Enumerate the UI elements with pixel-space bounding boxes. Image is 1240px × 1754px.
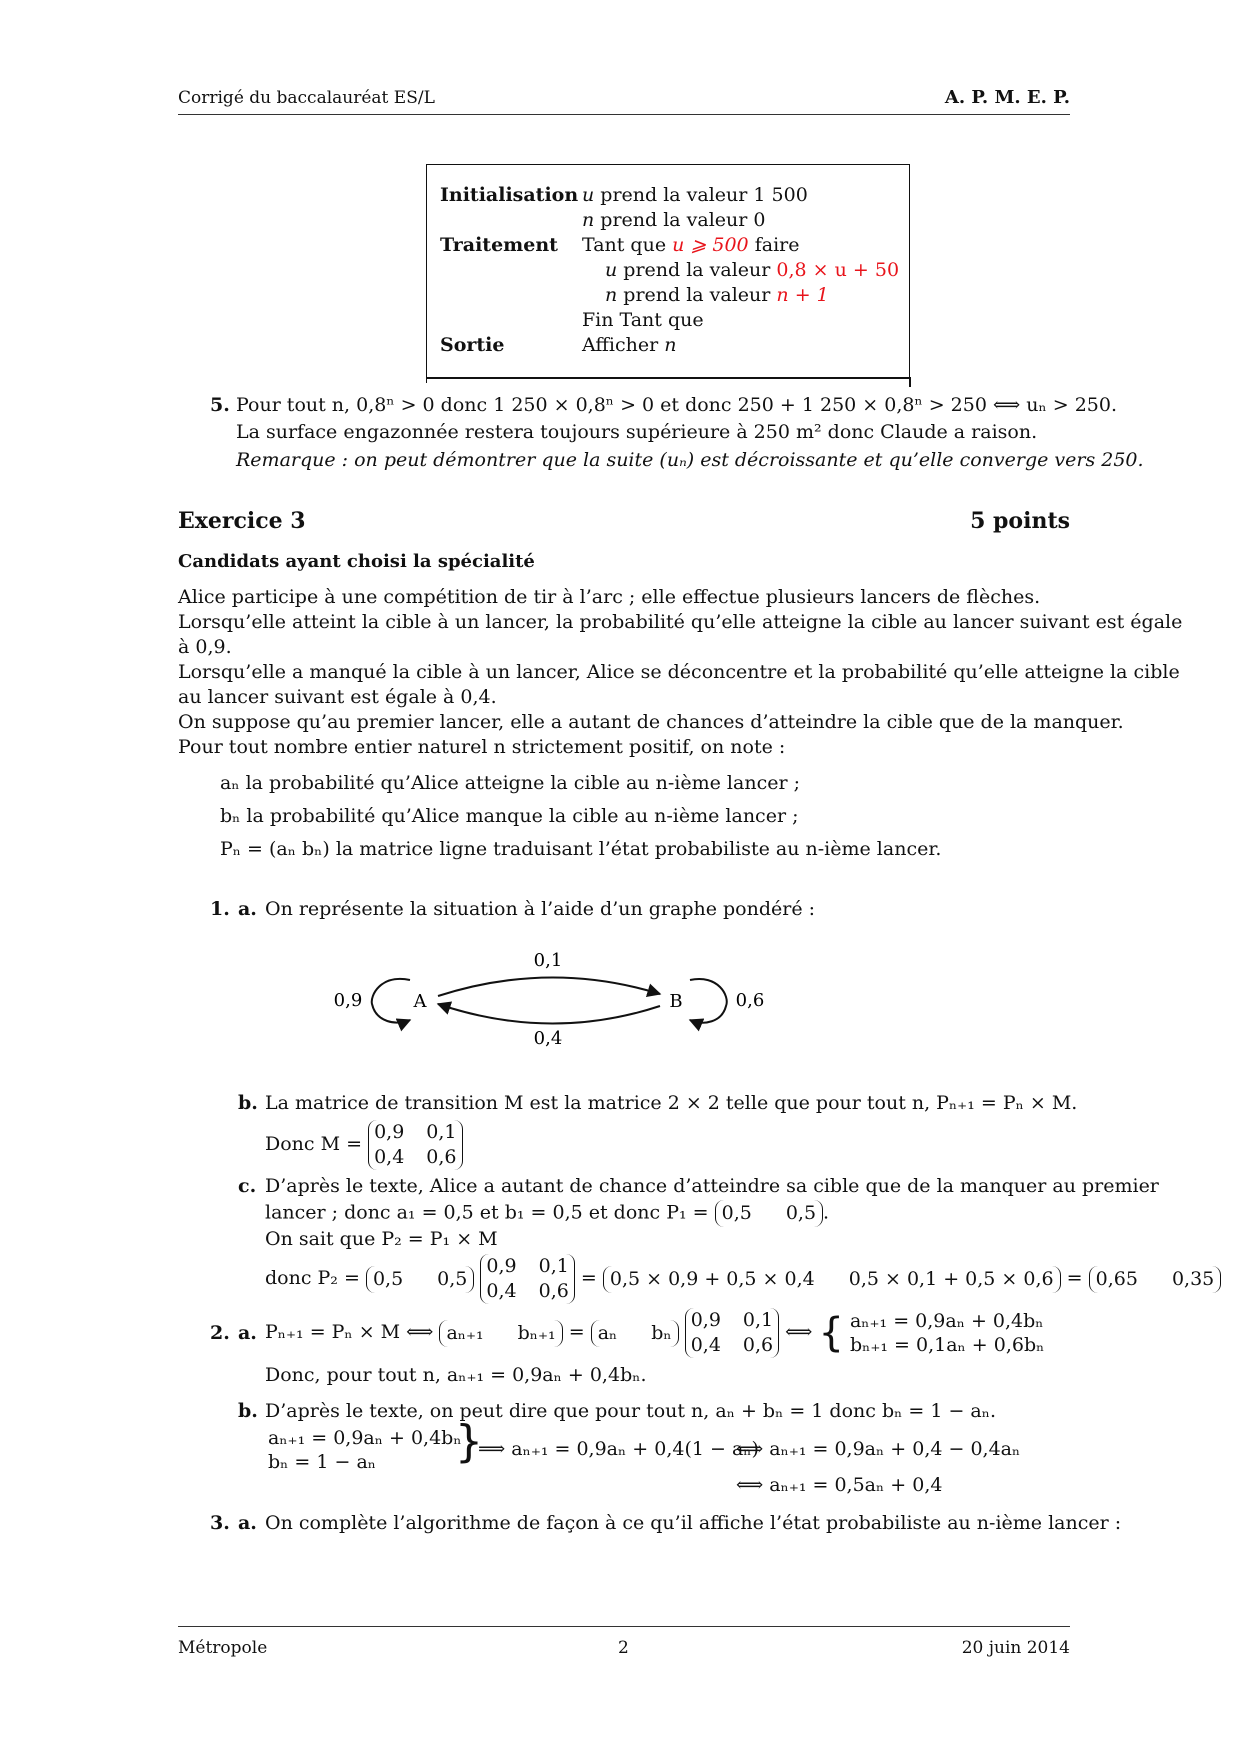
transition-matrix: 0,9 0,1 0,4 0,6 xyxy=(368,1120,462,1170)
algo-init-line1: u prend la valeur 1 500 xyxy=(582,184,808,206)
q1c-line3: On sait que P₂ = P₁ × M xyxy=(265,1228,498,1250)
intro-line: à 0,9. xyxy=(178,636,232,658)
intro-line: au lancer suivant est égale à 0,4. xyxy=(178,686,497,708)
q1c-line1: D’après le texte, Alice a autant de chance d’atteindre sa cible que de la manquer au premier xyxy=(265,1175,1159,1197)
node-a: A xyxy=(413,991,427,1012)
q5-line2: La surface engazonnée restera toujours supérieure à 250 m² donc Claude a raison. xyxy=(236,421,1038,443)
algo-while-line: Tant que u ⩾ 500 faire xyxy=(582,234,800,256)
q5-line1: Pour tout n, 0,8ⁿ > 0 donc 1 250 × 0,8ⁿ > 0 et donc 250 + 1 250 × 0,8ⁿ > 250 ⟺ uₙ > 250. xyxy=(236,394,1118,416)
weighted-graph xyxy=(320,940,780,1060)
exercise-subtitle: Candidats ayant choisi la spécialité xyxy=(178,551,535,572)
q1b-matrix-line: Donc M = 0,9 0,1 0,4 0,6 xyxy=(265,1120,463,1170)
q2-number: 2. xyxy=(210,1322,230,1344)
q1c-computation: donc P₂ = 0,5 0,5 0,9 0,1 0,4 0,6 = 0,5 × 0,9 + 0,5 × 0,4 0,5 × 0,1 + 0,5 × 0,6 = 0,65 0,35 xyxy=(265,1254,1221,1304)
q1b-letter: b. xyxy=(238,1092,258,1114)
intro-line: Lorsqu’elle a manqué la cible à un lancer, Alice se déconcentre et la probabilité qu’elle atteigne la cible xyxy=(178,661,1180,683)
algorithm-box-bottom xyxy=(426,377,911,379)
q1c-line2: lancer ; donc a₁ = 0,5 et b₁ = 0,5 et donc P₁ = 0,5 0,5 . xyxy=(265,1200,829,1227)
node-b: B xyxy=(669,991,683,1012)
footer-left: Métropole xyxy=(178,1638,268,1658)
q1a-letter: a. xyxy=(238,898,257,920)
q2a-conclusion: Donc, pour tout n, aₙ₊₁ = 0,9aₙ + 0,4bₙ. xyxy=(265,1364,647,1386)
algo-trait-label: Traitement xyxy=(440,234,558,256)
definition-item: Pₙ = (aₙ bₙ) la matrice ligne traduisant l’état probabiliste au n-ième lancer. xyxy=(220,838,942,860)
exercise-title: Exercice 3 xyxy=(178,508,306,534)
header-rule xyxy=(178,114,1070,115)
label-b-to-a: 0,4 xyxy=(533,1028,563,1049)
label-a-to-b: 0,1 xyxy=(533,950,563,971)
q3a-letter: a. xyxy=(238,1512,257,1534)
algo-out-label: Sortie xyxy=(440,334,505,356)
algo-end-while: Fin Tant que xyxy=(582,309,704,331)
label-loop-b: 0,6 xyxy=(735,990,765,1011)
definition-item: aₙ la probabilité qu’Alice atteigne la cible au n-ième lancer ; xyxy=(220,772,800,794)
header-right: A. P. M. E. P. xyxy=(944,87,1070,108)
intro-line: Alice participe à une compétition de tir à l’arc ; elle effectue plusieurs lancers de flèches. xyxy=(178,586,1041,608)
footer-right: 20 juin 2014 xyxy=(961,1638,1070,1658)
loop-a xyxy=(372,979,410,1023)
algo-update-n: n prend la valeur n + 1 xyxy=(605,284,829,306)
q2b-brace: } xyxy=(455,1416,483,1467)
page-number: 2 xyxy=(618,1638,629,1658)
algo-init-line2: n prend la valeur 0 xyxy=(582,209,766,231)
algo-init-label: Initialisation xyxy=(440,184,579,206)
q1b-text: La matrice de transition M est la matrice 2 × 2 telle que pour tout n, Pₙ₊₁ = Pₙ × M. xyxy=(265,1092,1078,1114)
q2b-implication: ⟹ aₙ₊₁ = 0,9aₙ + 0,4(1 − aₙ) xyxy=(478,1438,759,1460)
q2b-system: aₙ₊₁ = 0,9aₙ + 0,4bₙ bₙ = 1 − aₙ xyxy=(268,1427,462,1473)
q2b-step2: ⟺ aₙ₊₁ = 0,5aₙ + 0,4 xyxy=(736,1474,943,1496)
algorithm-box-tick xyxy=(909,377,911,387)
edge-a-to-b xyxy=(438,977,660,996)
q1c-letter: c. xyxy=(238,1175,257,1197)
q2a-letter: a. xyxy=(238,1322,257,1344)
q1-number: 1. xyxy=(210,898,230,920)
definition-item: bₙ la probabilité qu’Alice manque la cible au n-ième lancer ; xyxy=(220,805,799,827)
intro-line: On suppose qu’au premier lancer, elle a autant de chances d’atteindre la cible que de la manquer. xyxy=(178,711,1124,733)
q3a-text: On complète l’algorithme de façon à ce qu’il affiche l’état probabiliste au n-ième lancer : xyxy=(265,1512,1122,1534)
q1a-text: On représente la situation à l’aide d’un graphe pondéré : xyxy=(265,898,816,920)
q2b-step1: ⟺ aₙ₊₁ = 0,9aₙ + 0,4 − 0,4aₙ xyxy=(736,1438,1021,1460)
header-left: Corrigé du baccalauréat ES/L xyxy=(178,88,435,108)
footer-rule xyxy=(178,1626,1070,1627)
q2b-text: D’après le texte, on peut dire que pour tout n, aₙ + bₙ = 1 donc bₙ = 1 − aₙ. xyxy=(265,1400,997,1422)
intro-line: Pour tout nombre entier naturel n strictement positif, on note : xyxy=(178,736,786,758)
exercise-points: 5 points xyxy=(970,508,1070,534)
loop-b xyxy=(690,979,727,1023)
q2a-equation: Pₙ₊₁ = Pₙ × M ⟺ aₙ₊₁ bₙ₊₁ = aₙ bₙ 0,9 0,1 0,4 0,6 ⟺ { aₙ₊₁ = 0,9aₙ + 0,4bₙ bₙ₊₁ = 0,1aₙ + 0,6bₙ xyxy=(265,1309,1045,1356)
q3-number: 3. xyxy=(210,1512,230,1534)
q5-number: 5. xyxy=(210,394,230,416)
edge-b-to-a xyxy=(438,1004,660,1024)
algo-update-u: u prend la valeur 0,8 × u + 50 xyxy=(605,259,900,281)
algo-output: Afficher n xyxy=(582,334,677,356)
label-loop-a: 0,9 xyxy=(333,990,363,1011)
q2b-letter: b. xyxy=(238,1400,258,1422)
q5-remark: Remarque : on peut démontrer que la suite (uₙ) est décroissante et qu’elle converge vers 250. xyxy=(236,449,1144,471)
intro-line: Lorsqu’elle atteint la cible à un lancer, la probabilité qu’elle atteigne la cible au lancer suivant est égale xyxy=(178,611,1183,633)
